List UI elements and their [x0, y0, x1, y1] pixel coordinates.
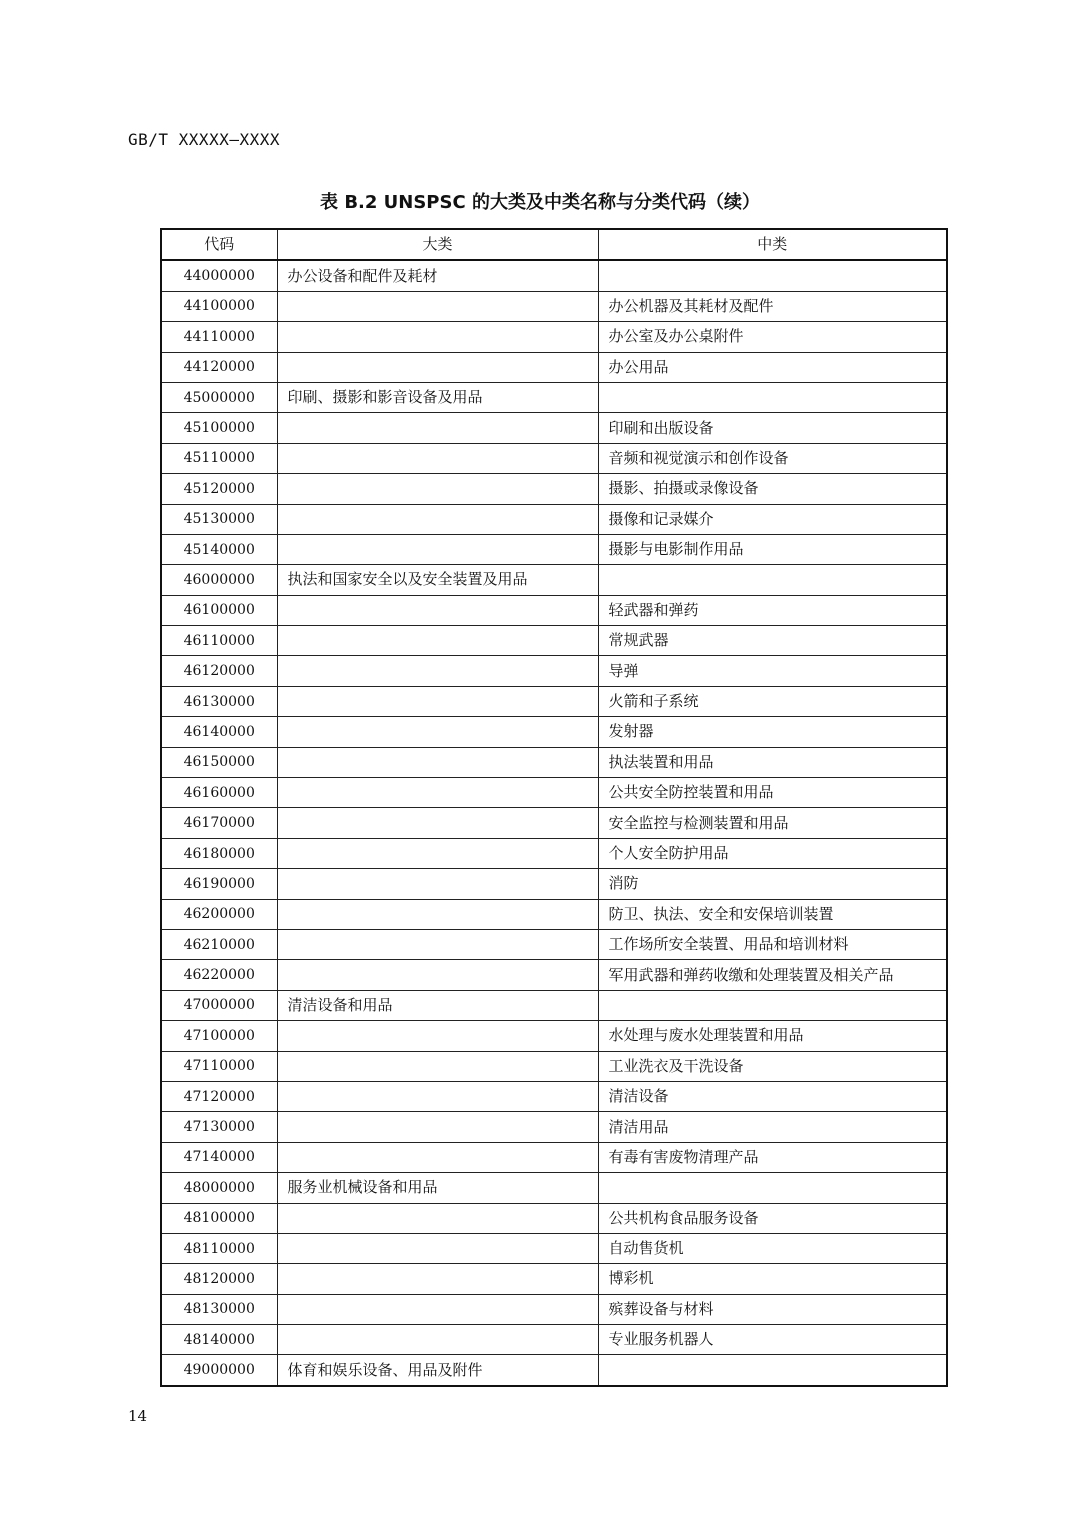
mid-category-cell [598, 260, 947, 291]
code-cell: 46180000 [161, 838, 277, 868]
table-row [161, 1233, 947, 1263]
mid-category-cell: 音频和视觉演示和创作设备 [598, 443, 947, 473]
table-row [161, 778, 947, 808]
code-cell: 48130000 [161, 1294, 277, 1324]
code-cell: 48140000 [161, 1325, 277, 1355]
table-row [161, 929, 947, 959]
major-category-cell [277, 1112, 598, 1142]
code-cell: 46220000 [161, 960, 277, 990]
column-header-code: 代码 [161, 229, 277, 260]
major-category-cell [277, 1081, 598, 1111]
mid-category-cell: 工作场所安全装置、用品和培训材料 [598, 929, 947, 959]
code-cell: 46190000 [161, 869, 277, 899]
table-row [161, 626, 947, 656]
major-category-cell [277, 960, 598, 990]
major-category-cell: 体育和娱乐设备、用品及附件 [277, 1355, 598, 1386]
column-header-mid: 中类 [598, 229, 947, 260]
code-cell: 44120000 [161, 352, 277, 382]
table-row [161, 1264, 947, 1294]
major-category-cell: 清洁设备和用品 [277, 990, 598, 1020]
mid-category-cell: 火箭和子系统 [598, 686, 947, 716]
table-row [161, 352, 947, 382]
table-row [161, 291, 947, 321]
table-row [161, 1142, 947, 1172]
mid-category-cell: 摄像和记录媒介 [598, 504, 947, 534]
mid-category-cell: 安全监控与检测装置和用品 [598, 808, 947, 838]
major-category-cell [277, 1233, 598, 1263]
code-cell: 45140000 [161, 534, 277, 564]
mid-category-cell: 摄影、拍摄或录像设备 [598, 474, 947, 504]
table-row [161, 1294, 947, 1324]
mid-category-cell: 轻武器和弹药 [598, 595, 947, 625]
page-number: 14 [128, 1407, 148, 1425]
major-category-cell [277, 838, 598, 868]
table-row [161, 869, 947, 899]
mid-category-cell: 清洁用品 [598, 1112, 947, 1142]
mid-category-cell: 办公室及办公桌附件 [598, 322, 947, 352]
code-cell: 46000000 [161, 565, 277, 595]
table-row [161, 534, 947, 564]
major-category-cell [277, 413, 598, 443]
code-cell: 46120000 [161, 656, 277, 686]
table-row [161, 1355, 947, 1386]
major-category-cell [277, 808, 598, 838]
code-cell: 46160000 [161, 778, 277, 808]
major-category-cell [277, 1051, 598, 1081]
mid-category-cell: 水处理与废水处理装置和用品 [598, 1021, 947, 1051]
major-category-cell [277, 717, 598, 747]
code-cell: 46130000 [161, 686, 277, 716]
code-cell: 45120000 [161, 474, 277, 504]
mid-category-cell: 发射器 [598, 717, 947, 747]
table-row [161, 474, 947, 504]
major-category-cell [277, 778, 598, 808]
major-category-cell [277, 443, 598, 473]
major-category-cell: 办公设备和配件及耗材 [277, 260, 598, 291]
code-cell: 47140000 [161, 1142, 277, 1172]
mid-category-cell: 印刷和出版设备 [598, 413, 947, 443]
code-cell: 48110000 [161, 1233, 277, 1263]
classification-table [160, 228, 948, 1387]
major-category-cell [277, 1142, 598, 1172]
mid-category-cell: 殡葬设备与材料 [598, 1294, 947, 1324]
code-cell: 47000000 [161, 990, 277, 1020]
table-row [161, 1325, 947, 1355]
major-category-cell [277, 869, 598, 899]
code-cell: 48100000 [161, 1203, 277, 1233]
major-category-cell [277, 626, 598, 656]
table-row [161, 382, 947, 412]
major-category-cell [277, 1264, 598, 1294]
column-header-major: 大类 [277, 229, 598, 260]
major-category-cell [277, 686, 598, 716]
code-cell: 46110000 [161, 626, 277, 656]
code-cell: 44000000 [161, 260, 277, 291]
major-category-cell: 执法和国家安全以及安全装置及用品 [277, 565, 598, 595]
code-cell: 46210000 [161, 929, 277, 959]
table-row [161, 686, 947, 716]
major-category-cell: 印刷、摄影和影音设备及用品 [277, 382, 598, 412]
mid-category-cell: 专业服务机器人 [598, 1325, 947, 1355]
table-row [161, 838, 947, 868]
table-row [161, 717, 947, 747]
major-category-cell [277, 595, 598, 625]
table-row [161, 1203, 947, 1233]
mid-category-cell [598, 565, 947, 595]
code-cell: 45100000 [161, 413, 277, 443]
mid-category-cell [598, 382, 947, 412]
major-category-cell: 服务业机械设备和用品 [277, 1173, 598, 1203]
code-cell: 46140000 [161, 717, 277, 747]
code-cell: 46150000 [161, 747, 277, 777]
code-cell: 46170000 [161, 808, 277, 838]
mid-category-cell: 公共安全防控装置和用品 [598, 778, 947, 808]
major-category-cell [277, 1203, 598, 1233]
major-category-cell [277, 352, 598, 382]
major-category-cell [277, 929, 598, 959]
major-category-cell [277, 322, 598, 352]
mid-category-cell: 有毒有害废物清理产品 [598, 1142, 947, 1172]
table-row [161, 1021, 947, 1051]
code-cell: 47100000 [161, 1021, 277, 1051]
mid-category-cell: 摄影与电影制作用品 [598, 534, 947, 564]
major-category-cell [277, 534, 598, 564]
table-row [161, 747, 947, 777]
mid-category-cell: 博彩机 [598, 1264, 947, 1294]
document-id: GB/T XXXXX—XXXX [128, 130, 280, 149]
table-row [161, 960, 947, 990]
table-row [161, 656, 947, 686]
major-category-cell [277, 291, 598, 321]
table-title: 表 B.2 UNSPSC 的大类及中类名称与分类代码（续） [320, 192, 760, 213]
table-row [161, 1173, 947, 1203]
major-category-cell [277, 504, 598, 534]
mid-category-cell: 办公机器及其耗材及配件 [598, 291, 947, 321]
mid-category-cell: 办公用品 [598, 352, 947, 382]
table-row [161, 260, 947, 291]
mid-category-cell: 执法装置和用品 [598, 747, 947, 777]
code-cell: 44100000 [161, 291, 277, 321]
code-cell: 45000000 [161, 382, 277, 412]
mid-category-cell: 导弹 [598, 656, 947, 686]
major-category-cell [277, 474, 598, 504]
code-cell: 49000000 [161, 1355, 277, 1386]
code-cell: 47120000 [161, 1081, 277, 1111]
table-row [161, 504, 947, 534]
table-row [161, 899, 947, 929]
mid-category-cell: 自动售货机 [598, 1233, 947, 1263]
mid-category-cell [598, 1355, 947, 1386]
code-cell: 45130000 [161, 504, 277, 534]
table-header-row [161, 229, 947, 260]
table-row [161, 413, 947, 443]
mid-category-cell: 常规武器 [598, 626, 947, 656]
table-row [161, 990, 947, 1020]
table-row [161, 1051, 947, 1081]
mid-category-cell: 个人安全防护用品 [598, 838, 947, 868]
table-row [161, 1081, 947, 1111]
code-cell: 47130000 [161, 1112, 277, 1142]
code-cell: 47110000 [161, 1051, 277, 1081]
mid-category-cell: 消防 [598, 869, 947, 899]
table-row [161, 322, 947, 352]
mid-category-cell: 公共机构食品服务设备 [598, 1203, 947, 1233]
major-category-cell [277, 1021, 598, 1051]
code-cell: 46100000 [161, 595, 277, 625]
code-cell: 48000000 [161, 1173, 277, 1203]
mid-category-cell: 工业洗衣及干洗设备 [598, 1051, 947, 1081]
table-row [161, 595, 947, 625]
code-cell: 48120000 [161, 1264, 277, 1294]
table-row [161, 808, 947, 838]
table-row [161, 443, 947, 473]
major-category-cell [277, 899, 598, 929]
mid-category-cell [598, 990, 947, 1020]
table-row [161, 565, 947, 595]
table-row [161, 1112, 947, 1142]
mid-category-cell [598, 1173, 947, 1203]
major-category-cell [277, 747, 598, 777]
mid-category-cell: 清洁设备 [598, 1081, 947, 1111]
major-category-cell [277, 1294, 598, 1324]
major-category-cell [277, 1325, 598, 1355]
code-cell: 44110000 [161, 322, 277, 352]
code-cell: 46200000 [161, 899, 277, 929]
code-cell: 45110000 [161, 443, 277, 473]
table-body [161, 260, 947, 1385]
major-category-cell [277, 656, 598, 686]
mid-category-cell: 防卫、执法、安全和安保培训装置 [598, 899, 947, 929]
mid-category-cell: 军用武器和弹药收缴和处理装置及相关产品 [598, 960, 947, 990]
